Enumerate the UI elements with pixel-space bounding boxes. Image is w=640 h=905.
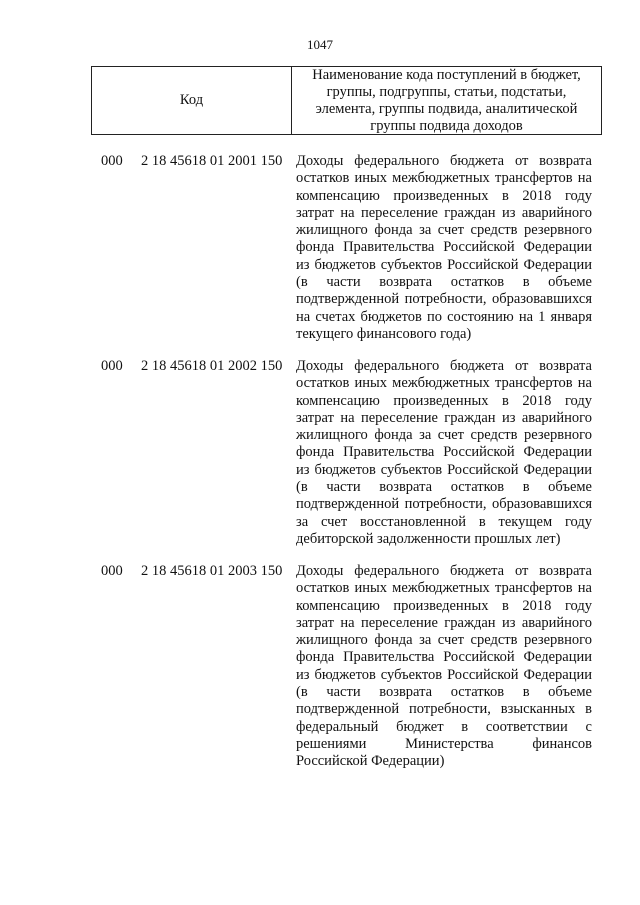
header-code-column: Код: [92, 67, 292, 134]
table-row: [0, 358, 640, 563]
page-number: 1047: [307, 37, 333, 52]
row-description: Доходы федерального бюджета от возврата остатков иных межбюджетных трансфертов на компенсацию произведенных в 2018 году затрат на переселение граждан из аварийного жилищного фонда за счет средств резервного фонда Правительства Российской Федерации из бюджетов субъектов Российской Федерации (в части возврата остатков в объеме подтвержденной потребности, образовавшихся на счетах бюджетов по состоянию на 1 января текущего финансового года): [296, 153, 592, 342]
table-row: [0, 563, 640, 768]
table-header: [91, 66, 602, 135]
row-admin-code: 000: [101, 563, 123, 579]
row-revenue-code: 2 18 45618 01 2002 150: [141, 358, 283, 374]
revenue-code-list: [0, 153, 640, 768]
row-description: Доходы федерального бюджета от возврата остатков иных межбюджетных трансфертов на компенсацию произведенных в 2018 году затрат на переселение граждан из аварийного жилищного фонда за счет средств резервного фонда Правительства Российской Федерации из бюджетов субъектов Российской Федерации (в части возврата остатков в объеме подтвержденной потребности, взысканных в федеральный бюджет в соответствии с решениями Министерства финансов Российской Федерации): [296, 563, 592, 770]
row-revenue-code: 2 18 45618 01 2001 150: [141, 153, 283, 169]
header-name-column: Наименование кода поступлений в бюджет, группы, подгруппы, статьи, подстатьи, элемента, группы подвида, аналитической группы подвида доходов: [312, 66, 581, 134]
row-revenue-code: 2 18 45618 01 2003 150: [141, 563, 283, 579]
row-description: Доходы федерального бюджета от возврата остатков иных межбюджетных трансфертов на компенсацию произведенных в 2018 году затрат на переселение граждан из аварийного жилищного фонда за счет средств резервного фонда Правительства Российской Федерации из бюджетов субъектов Российской Федерации (в части возврата остатков в объеме подтвержденной потребности, образовавшихся за счет восстановленной в текущем году дебиторской задолженности прошлых лет): [296, 358, 592, 547]
row-admin-code: 000: [101, 358, 123, 374]
table-row: [0, 153, 640, 358]
row-admin-code: 000: [101, 153, 123, 169]
